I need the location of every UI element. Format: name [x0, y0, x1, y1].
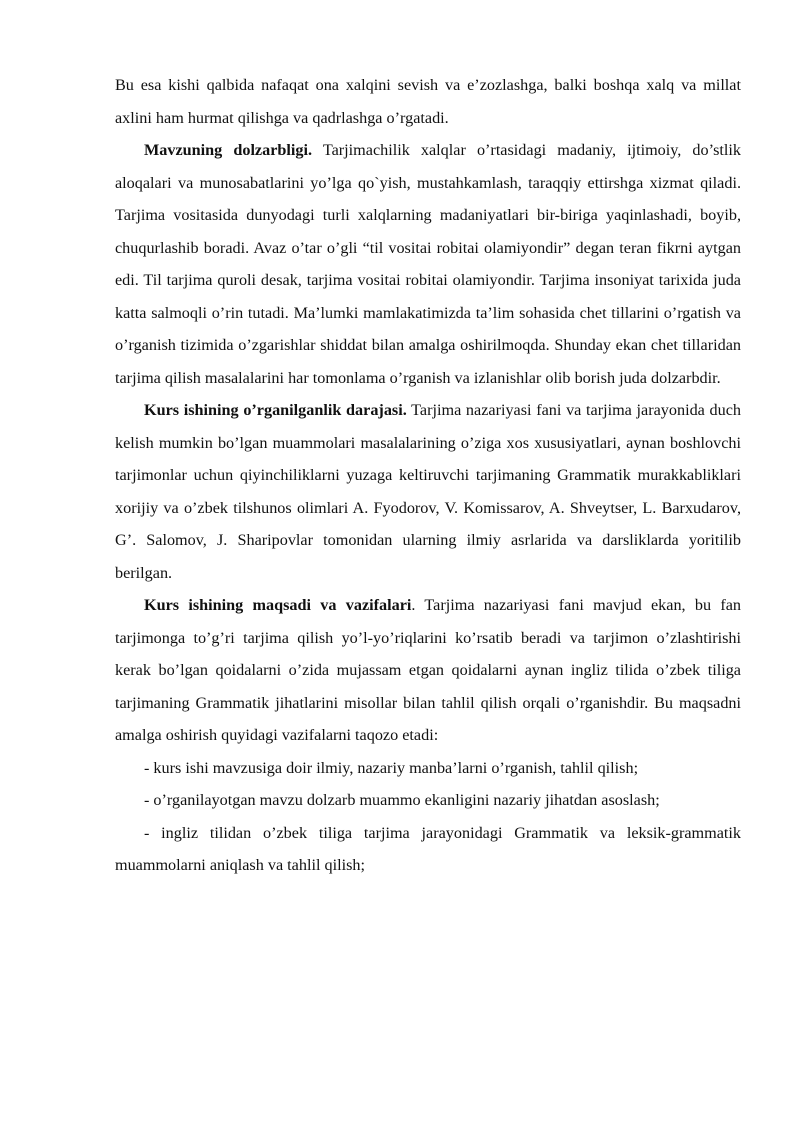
list-item-text: - ingliz tilidan o’zbek tiliga tarjima jarayonidagi Grammatik va leksik-grammatik muammolarni aniqlash va tahlil qilish; [115, 823, 741, 874]
paragraph-relevance [115, 134, 741, 394]
section-heading-goals: Kurs ishining maqsadi va vazifalari [144, 596, 412, 614]
list-item-task-1 [115, 752, 741, 785]
paragraph-text: Bu esa kishi qalbida nafaqat ona xalqini sevish va e’zozlashga, balki boshqa xalq va millat axlini ham hurmat qilishga va qadrlashga o’rgatadi. [115, 76, 741, 127]
paragraph-intro [115, 69, 741, 134]
paragraph-text: Tarjima nazariyasi fani va tarjima jarayonida duch kelish mumkin bo’lgan muammolari masalalarining o’ziga xos xususiyatlari, aynan boshlovchi tarjimonlar uchun qiyinchiliklarni yuzaga keltiruvchi tarjimaning Grammatik murakkabliklari xorijiy va o’zbek tilshunos olimlari A. Fyodorov, V. Komissarov, A. Shveytser, L. Barxudarov, G’. Salomov, J. Sharipovlar tomonidan ularning ilmiy asrlarida va darsliklarda yoritilib berilgan. [115, 401, 742, 582]
list-item-text: - o’rganilayotgan mavzu dolzarb muammo ekanligini nazariy jihatdan asoslash; [144, 791, 660, 809]
document-page [115, 69, 741, 882]
paragraph-text: Tarjimachilik xalqlar o’rtasidagi madaniy, ijtimoiy, do’stlik aloqalari va munosabatlarini yo’lga qo`yish, mustahkamlash, taraqqiy ettirshga xizmat qiladi. Tarjima vositasida dunyodagi turli xalqlarning madaniyatlari bir-biriga yaqinlashadi, boyib, chuqurlashib boradi. Avaz o’tar o’gli “til vositai robitai olamiyondir” degan teran fikrni aytgan edi. Til tarjima quroli desak, tarjima vositai robitai olamiyondir. Tarjima insoniyat tarixida juda katta salmoqli o’rin tutadi. Ma’lumki mamlakatimizda ta’lim sohasida chet tillarini o’rgatish va o’rganish tizimida o’zgarishlar shiddat bilan amalga oshirilmoqda. Shunday ekan chet tillaridan tarjima qilish masalalarini har tomonlama o’rganish va izlanishlar olib borish juda dolzarbdir. [115, 141, 742, 387]
list-item-task-2 [115, 784, 741, 817]
section-heading-study-level: Kurs ishining o’rganilganlik darajasi. [144, 401, 407, 419]
list-item-task-3 [115, 817, 741, 882]
list-item-text: - kurs ishi mavzusiga doir ilmiy, nazariy manba’larni o’rganish, tahlil qilish; [144, 758, 639, 777]
paragraph-goals [115, 589, 741, 752]
section-heading-relevance: Mavzuning dolzarbligi. [144, 141, 313, 159]
paragraph-study-level [115, 394, 741, 589]
paragraph-text: . Tarjima nazariyasi fani mavjud ekan, bu fan tarjimonga to’g’ri tarjima qilish yo’l-yo’riqlarini ko’rsatib beradi va tarjimon o’zlashtirishi kerak bo’lgan qoidalarni o’zida mujassam etgan qoidalarni aynan ingliz tilida o’zbek tiliga tarjimaning Grammatik jihatlarini misollar bilan tahlil qilish orqali o’rganishdir. Bu maqsadni amalga oshirish quyidagi vazifalarni taqozo etadi: [115, 596, 741, 744]
